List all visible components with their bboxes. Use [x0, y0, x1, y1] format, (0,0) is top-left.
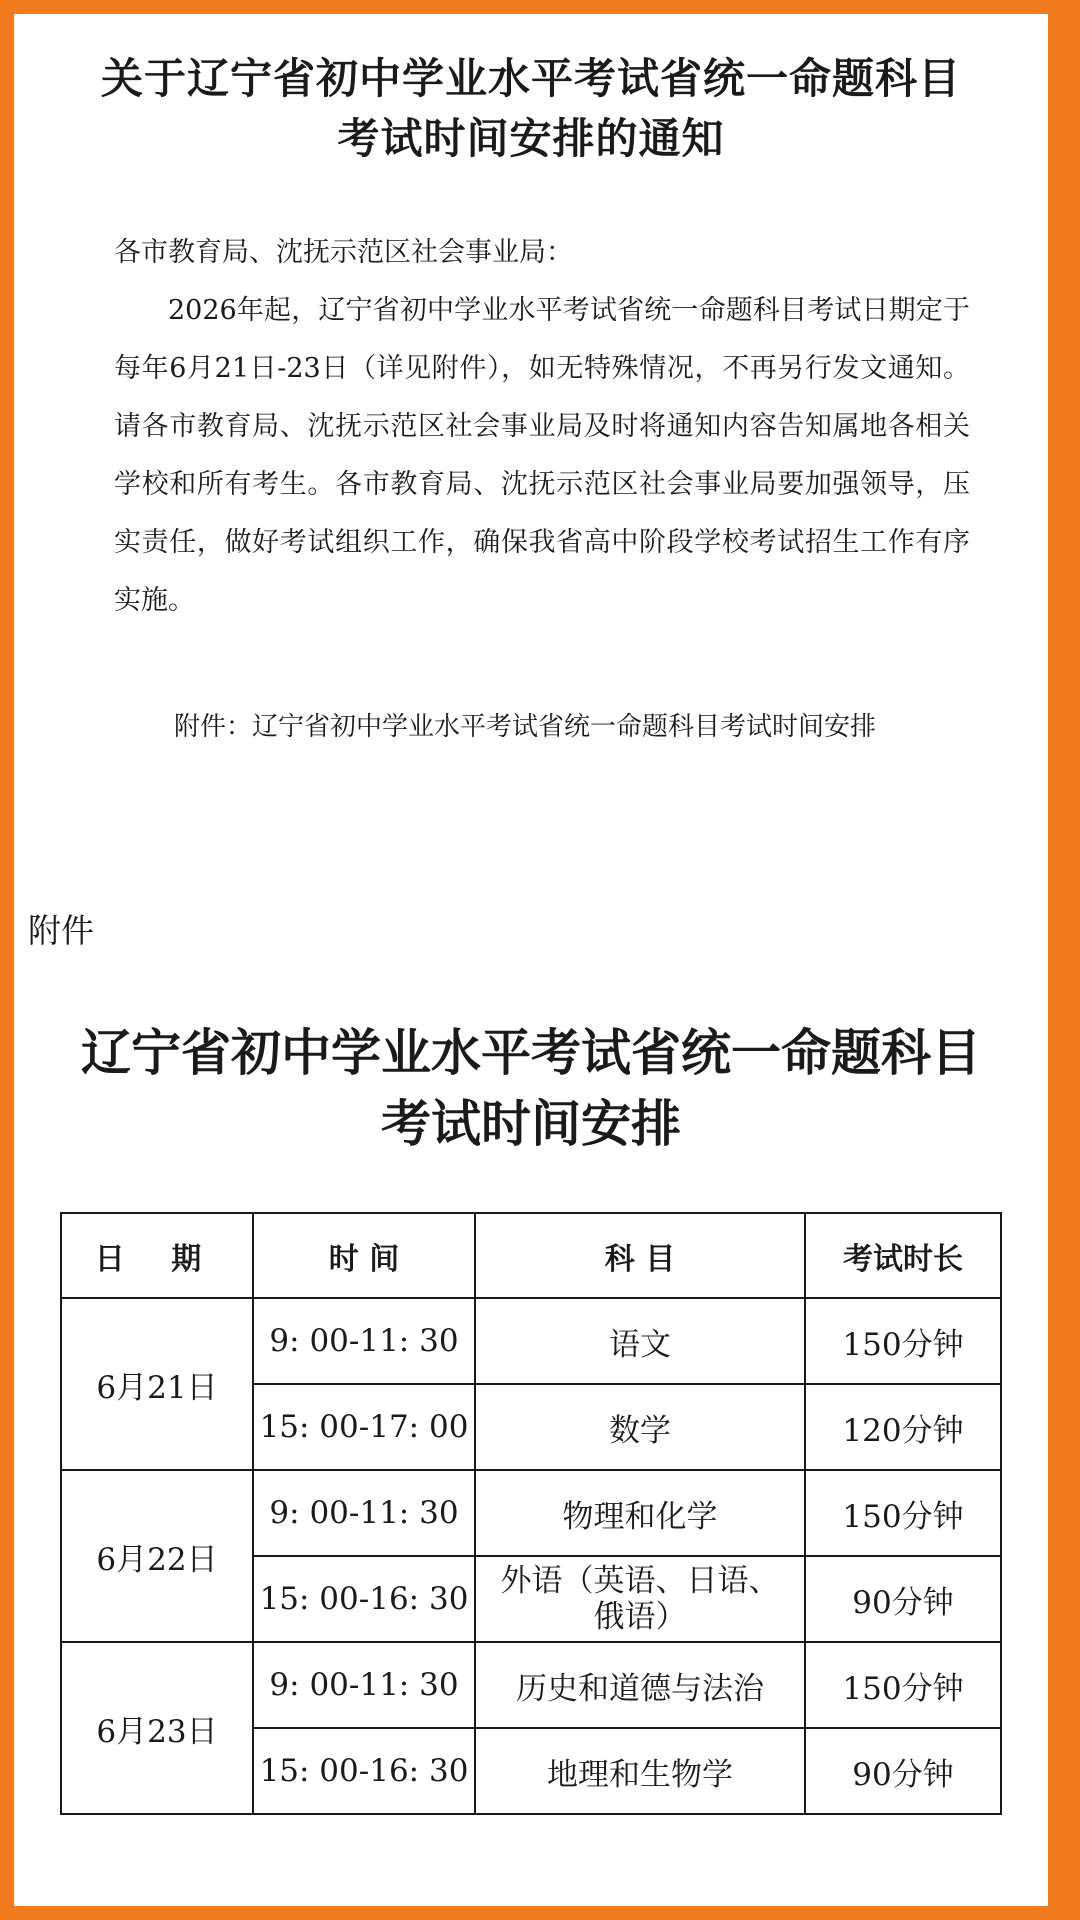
time-cell: 9: 00-11: 30	[253, 1642, 475, 1728]
time-cell: 15: 00-16: 30	[253, 1556, 475, 1642]
exam-schedule-table	[60, 1212, 1002, 1815]
subject-line: 俄语）	[593, 1599, 687, 1635]
subject-cell: 历史和道德与法治	[475, 1642, 805, 1728]
notice-title-line1: 关于辽宁省初中学业水平考试省统一命题科目	[100, 54, 961, 103]
table-row	[61, 1298, 1001, 1384]
date-cell: 6月23日	[61, 1642, 253, 1814]
duration-cell: 120分钟	[805, 1384, 1001, 1470]
subject-cell: 语文	[475, 1298, 805, 1384]
header-duration: 考试时长	[805, 1213, 1001, 1298]
duration-cell: 90分钟	[805, 1556, 1001, 1642]
table-row	[61, 1642, 1001, 1728]
time-cell: 9: 00-11: 30	[253, 1470, 475, 1556]
subject-cell: 物理和化学	[475, 1470, 805, 1556]
time-cell: 15: 00-16: 30	[253, 1728, 475, 1814]
subject-cell: 地理和生物学	[475, 1728, 805, 1814]
document-page	[14, 14, 1048, 1906]
notice-attachment-line: 附件：辽宁省初中学业水平考试省统一命题科目考试时间安排	[174, 712, 877, 742]
table-row	[61, 1470, 1001, 1556]
time-cell: 15: 00-17: 00	[253, 1384, 475, 1470]
attachment-title-line2: 考试时间安排	[381, 1094, 681, 1153]
notice-body: 2026年起，辽宁省初中学业水平考试省统一命题科目考试日期定于每年6月21日-23日（详见附件），如无特殊情况，不再另行发文通知。请各市教育局、沈抚示范区社会事业局及时将通知内容告知属地各相关学校和所有考生。各市教育局、沈抚示范区社会事业局要加强领导，压实责任，做好考试组织工作，确保我省高中阶段学校考试招生工作有序实施。	[114, 295, 970, 616]
duration-cell: 90分钟	[805, 1728, 1001, 1814]
duration-cell: 150分钟	[805, 1470, 1001, 1556]
date-cell: 6月22日	[61, 1470, 253, 1642]
subject-line: 外语（英语、日语、	[500, 1563, 780, 1599]
attachment-label: 附件	[28, 911, 94, 950]
header-date: 日 期	[61, 1213, 253, 1298]
notice-title-line2: 考试时间安排的通知	[337, 114, 725, 163]
notice-salutation: 各市教育局、沈抚示范区社会事业局：	[114, 237, 573, 268]
attachment-title-line1: 辽宁省初中学业水平考试省统一命题科目	[81, 1023, 981, 1082]
subject-cell: 数学	[475, 1384, 805, 1470]
duration-cell: 150分钟	[805, 1642, 1001, 1728]
subject-cell	[475, 1556, 805, 1642]
date-cell: 6月21日	[61, 1298, 253, 1470]
duration-cell: 150分钟	[805, 1298, 1001, 1384]
header-time: 时 间	[253, 1213, 475, 1298]
time-cell: 9: 00-11: 30	[253, 1298, 475, 1384]
table-header-row	[61, 1213, 1001, 1298]
header-subject: 科 目	[475, 1213, 805, 1298]
